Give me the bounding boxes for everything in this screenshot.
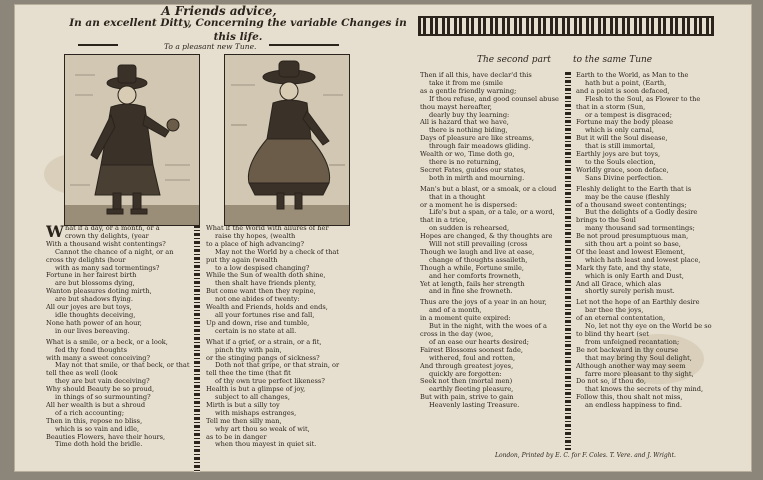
verse-line: with as many sad tormentings? bbox=[55, 263, 160, 272]
verse-line: of thy own true perfect likeness? bbox=[215, 377, 325, 386]
verse-line: thou mayst hereafter, bbox=[420, 102, 492, 111]
verse-line: What is a smile, or a beck, or a look, bbox=[46, 337, 168, 346]
verse-line: All our joyes are but toys, bbox=[46, 303, 132, 312]
verse-lines bbox=[576, 72, 736, 410]
verse-line: Do not so, if thou do, bbox=[576, 377, 647, 386]
verse-line: But come want then they repine, bbox=[206, 287, 316, 296]
verse-line: May not the World by a check of that bbox=[215, 247, 339, 256]
verse-line: What if a grief, or a strain, or a fit, bbox=[206, 337, 322, 346]
woman-illustration bbox=[225, 55, 349, 225]
cavalier-illustration bbox=[65, 55, 199, 225]
verse-line: Doth not that gripe, or that strain, or bbox=[215, 361, 340, 370]
verse-line: and in fine she frowneth. bbox=[429, 287, 513, 296]
verse-line: Man's but a blast, or a smoak, or a cloud bbox=[420, 184, 557, 193]
verse-line: in our lives bereaving. bbox=[55, 326, 130, 335]
verse-line: Earthly joys are but toys, bbox=[576, 150, 661, 159]
verse-column-2 bbox=[206, 225, 366, 472]
verse-lines bbox=[420, 72, 566, 410]
printer-colophon: London, Printed by E. C. for F. Coles. T. Vere. and J. Wright. bbox=[495, 452, 676, 459]
verse-line: all your fortunes rise and fall, bbox=[215, 310, 315, 319]
verse-line: or the stinging pangs of sickness? bbox=[206, 353, 320, 362]
verse-line: Why should Beauty be so proud, bbox=[46, 385, 155, 394]
verse-line: many thousand sad tormentings; bbox=[585, 224, 695, 233]
verse-line: Fortune may the body please bbox=[576, 118, 674, 127]
verse-column-1 bbox=[46, 225, 196, 472]
verse-line: Wanton pleasures doting mirth, bbox=[46, 287, 152, 296]
verse-line: Yet at length, fails her strength bbox=[420, 279, 525, 288]
verse-line: Tell me then silly man, bbox=[206, 416, 282, 425]
verse-line: through fair meadows gliding. bbox=[429, 142, 531, 151]
verse-line: with mishaps estranges, bbox=[215, 408, 297, 417]
verse-line: Fortune in her fairest birth bbox=[46, 271, 137, 280]
verse-line: which is only carnal, bbox=[585, 126, 654, 135]
verse-line: No, let not thy eye on the World be so bbox=[585, 322, 712, 331]
verse-line: bar thee the joys, bbox=[585, 306, 644, 315]
verse-line: But with pain, strive to gain bbox=[420, 393, 514, 402]
verse-line: shortly surely perish must. bbox=[585, 287, 675, 296]
verse-line: to the Souls election, bbox=[585, 157, 656, 166]
verse-line: may be the cause (fleshly bbox=[585, 192, 670, 201]
verse-line: Although another way may seem bbox=[576, 361, 686, 370]
verse-line: brings to the Soul bbox=[576, 216, 636, 225]
verse-line: Up and down, rise and tumble, bbox=[206, 318, 310, 327]
verse-line: that in a trice, bbox=[420, 216, 468, 225]
verse-line: fed thy fond thoughts bbox=[55, 345, 127, 354]
verse-line: to a low despised changing? bbox=[215, 263, 310, 272]
verse-line: or a tempest is disgraced; bbox=[585, 110, 672, 119]
verse-line: But in the night, with the woes of a bbox=[429, 322, 547, 331]
verse-column-4 bbox=[576, 72, 736, 452]
second-part-heading: The second part bbox=[477, 55, 551, 65]
verse-line: raise thy hopes, (wealth bbox=[215, 231, 296, 240]
verse-line: tell thee as well (look bbox=[46, 369, 118, 378]
verse-line: or a moment he is dispersed: bbox=[420, 200, 518, 209]
verse-line: Let not the hope of an Earthly desire bbox=[576, 298, 700, 307]
verse-line: as a gentle friendly warning; bbox=[420, 86, 517, 95]
verse-line: Mirth is but a silly toy bbox=[206, 400, 280, 409]
verse-line: of an eternal contentation, bbox=[576, 314, 666, 323]
verse-line: quickly are forgotten: bbox=[429, 369, 502, 378]
verse-line: All is hazard that we have, bbox=[420, 118, 509, 127]
verse-line: of a rich accounting; bbox=[55, 408, 125, 417]
verse-line: to blind thy heart (set bbox=[576, 330, 649, 338]
verse-line: of an ease our hearts desired; bbox=[429, 337, 529, 346]
drop-cap: W bbox=[46, 225, 64, 241]
verse-line: But the delights of a Godly desire bbox=[585, 208, 698, 217]
verse-line: they are but vain deceiving? bbox=[55, 377, 150, 386]
verse-line: Of the least and lowest Element, bbox=[576, 247, 686, 256]
verse-line: to a place of high advancing? bbox=[206, 239, 304, 248]
verse-line: Worldly grace, soon deface, bbox=[576, 165, 669, 174]
verse-line: sith thou art a point so base, bbox=[585, 240, 681, 249]
verse-line: Cannot the chance of a night, or an bbox=[55, 247, 174, 256]
verse-line: and her comforts frowneth, bbox=[429, 271, 521, 280]
verse-line: Time doth hold the bridle. bbox=[55, 440, 143, 449]
verse-line: idle thoughts deceiving, bbox=[55, 310, 136, 319]
verse-line: and a point is soon defaced, bbox=[576, 86, 670, 95]
second-part-tune: to the same Tune bbox=[573, 55, 653, 65]
verse-line: crown thy delights, (year bbox=[64, 231, 149, 240]
verse-line: Then in this, repose no bliss, bbox=[46, 416, 143, 425]
verse-line: there is no returning, bbox=[429, 157, 501, 166]
verse-line: Though a while, Fortune smile, bbox=[420, 263, 524, 272]
verse-line: certain is no state at all. bbox=[215, 326, 297, 335]
verse-line: Fleshly delight to the Earth that is bbox=[576, 184, 692, 193]
verse-line: May not that smile, or that beck, or that bbox=[55, 361, 190, 370]
verse-line: If thou refuse, and good counsel abuse bbox=[429, 94, 559, 103]
verse-line: when thou mayest in quiet sit. bbox=[215, 440, 317, 449]
verse-line: Fairest Blossoms soonest fade, bbox=[420, 345, 523, 354]
verse-line: Then if all this, have declar'd this bbox=[420, 72, 532, 79]
verse-line: subject to all changes, bbox=[215, 393, 290, 402]
verse-line: are but shadows flying. bbox=[55, 295, 133, 304]
verse-line: hat if a day, or a month, or a bbox=[64, 225, 160, 232]
verse-line: which is so vain and idle, bbox=[55, 424, 140, 433]
verse-line: farre more pleasant to thy sight, bbox=[585, 369, 694, 378]
verse-line: that knows the secrets of thy mind, bbox=[585, 385, 704, 394]
verse-line: that may bring thy Soul delight, bbox=[585, 353, 692, 362]
verse-line: and of a month, bbox=[429, 306, 482, 315]
verse-line: Sans Divine perfection. bbox=[585, 173, 664, 182]
verse-line: Though we laugh and live at ease, bbox=[420, 247, 535, 256]
verse-line: with many a sweet conceiving? bbox=[46, 353, 151, 362]
verse-line: Health is but a glimpse of joy, bbox=[206, 385, 306, 394]
verse-line: All her wealth is but a shroud bbox=[46, 400, 146, 409]
verse-line: Seek not then (mortal men) bbox=[420, 377, 513, 386]
verse-line: from unfeigned recantation; bbox=[585, 337, 680, 346]
decorative-border bbox=[418, 16, 714, 36]
verse-line: Flesh to the Soul, as Flower to the bbox=[585, 94, 701, 103]
verse-line: Be not backward in thy course bbox=[576, 345, 679, 354]
verse-line: But it will the Soul disease, bbox=[576, 134, 668, 143]
verse-line: And through greatest joyes, bbox=[420, 361, 514, 370]
verse-line: an endless happiness to find. bbox=[585, 401, 682, 410]
verse-line: which hath least and lowest place, bbox=[585, 255, 701, 264]
verse-line: then shalt have friends plenty, bbox=[215, 279, 317, 288]
verse-line: withered, foul and rotten, bbox=[429, 353, 516, 362]
verse-line: pinch thy with pain, bbox=[215, 345, 282, 354]
verse-line: in things of so surmounting? bbox=[55, 393, 151, 402]
verse-line: Thus are the joys of a year in an hour, bbox=[420, 298, 547, 307]
verse-line: Will not still prevailing (cross bbox=[429, 240, 528, 249]
verse-line: hath but a point, (Earth, bbox=[585, 78, 667, 87]
verse-line: What if the World with allures of her bbox=[206, 225, 329, 232]
verse-line: With a thousand wisht contentings? bbox=[46, 239, 166, 248]
verse-lines bbox=[206, 225, 366, 449]
verse-line: dearly buy thy learning: bbox=[429, 110, 510, 119]
woodcut-left bbox=[64, 54, 200, 226]
verse-line: cross in the day (woe, bbox=[420, 330, 494, 338]
verse-line: None hath power of an hour, bbox=[46, 318, 142, 327]
verse-line: why art thou so weak of wit, bbox=[215, 424, 310, 433]
tune-note: To a pleasant new Tune. bbox=[164, 42, 257, 51]
verse-line: earthly fleeting pleasure, bbox=[429, 385, 514, 394]
title-rule bbox=[269, 44, 339, 46]
column-border bbox=[194, 225, 200, 472]
verse-line: not one abides of twenty: bbox=[215, 295, 300, 304]
verse-line: And all Grace, which alas bbox=[576, 279, 662, 288]
verse-line: on sudden is rehearsed, bbox=[429, 224, 510, 233]
verse-line: Heavenly lasting Treasure. bbox=[429, 401, 520, 410]
broadside-sheet bbox=[14, 4, 752, 472]
verse-line: put thy again (wealth bbox=[206, 255, 278, 264]
verse-line: Hopes are changed, & thy thoughts are bbox=[420, 232, 553, 241]
verse-line: While the Sun of wealth doth shine, bbox=[206, 271, 326, 280]
verse-line: in a moment quite expired: bbox=[420, 314, 511, 323]
title-rule bbox=[78, 44, 118, 46]
verse-line: tell thee the time (that fit bbox=[206, 369, 291, 378]
column-border bbox=[565, 72, 571, 450]
verse-line: that in a thought bbox=[429, 192, 486, 201]
verse-line: take it from me (smile bbox=[429, 78, 503, 87]
verse-column-3 bbox=[420, 72, 566, 452]
ballad-subtitle: In an excellent Ditty, Concerning the variable Changes in this life. bbox=[69, 17, 407, 43]
verse-line: change of thoughts assaileth, bbox=[429, 255, 528, 264]
verse-line: Beauties Flowers, have their hours, bbox=[46, 432, 166, 441]
verse-line: that is still immortal, bbox=[585, 142, 656, 151]
verse-line: which is only Earth and Dust, bbox=[585, 271, 684, 280]
verse-line: Wealth or wo, Time doth go, bbox=[420, 150, 515, 159]
verse-line: Earth to the World, as Man to the bbox=[576, 72, 689, 79]
verse-line: that in a storm (Sun, bbox=[576, 102, 646, 111]
verse-line: are but blossoms dying, bbox=[55, 279, 135, 288]
woodcut-right bbox=[224, 54, 350, 226]
verse-line: Wealth and Friends, holds and ends, bbox=[206, 303, 328, 312]
verse-line: Secret Fates, guides our states, bbox=[420, 165, 526, 174]
verse-line: Life's but a span, or a tale, or a word, bbox=[429, 208, 555, 217]
verse-line: there is nothing biding, bbox=[429, 126, 508, 135]
ballad-title: A Friends advice, bbox=[161, 4, 277, 18]
verse-line: Be not proud presumptuous man, bbox=[576, 232, 689, 241]
verse-line: of a thousand sweet contentings; bbox=[576, 200, 687, 209]
verse-line: Days of pleasure are like streams, bbox=[420, 134, 534, 143]
verse-line: Follow this, thou shalt not miss, bbox=[576, 393, 683, 402]
verse-line: as to be in danger bbox=[206, 432, 267, 441]
verse-line: cross thy delights (hour bbox=[46, 255, 126, 264]
verse-lines bbox=[46, 225, 196, 449]
verse-line: Mark thy fate, and thy state, bbox=[576, 263, 672, 272]
verse-line: both in mirth and mourning. bbox=[429, 173, 525, 182]
